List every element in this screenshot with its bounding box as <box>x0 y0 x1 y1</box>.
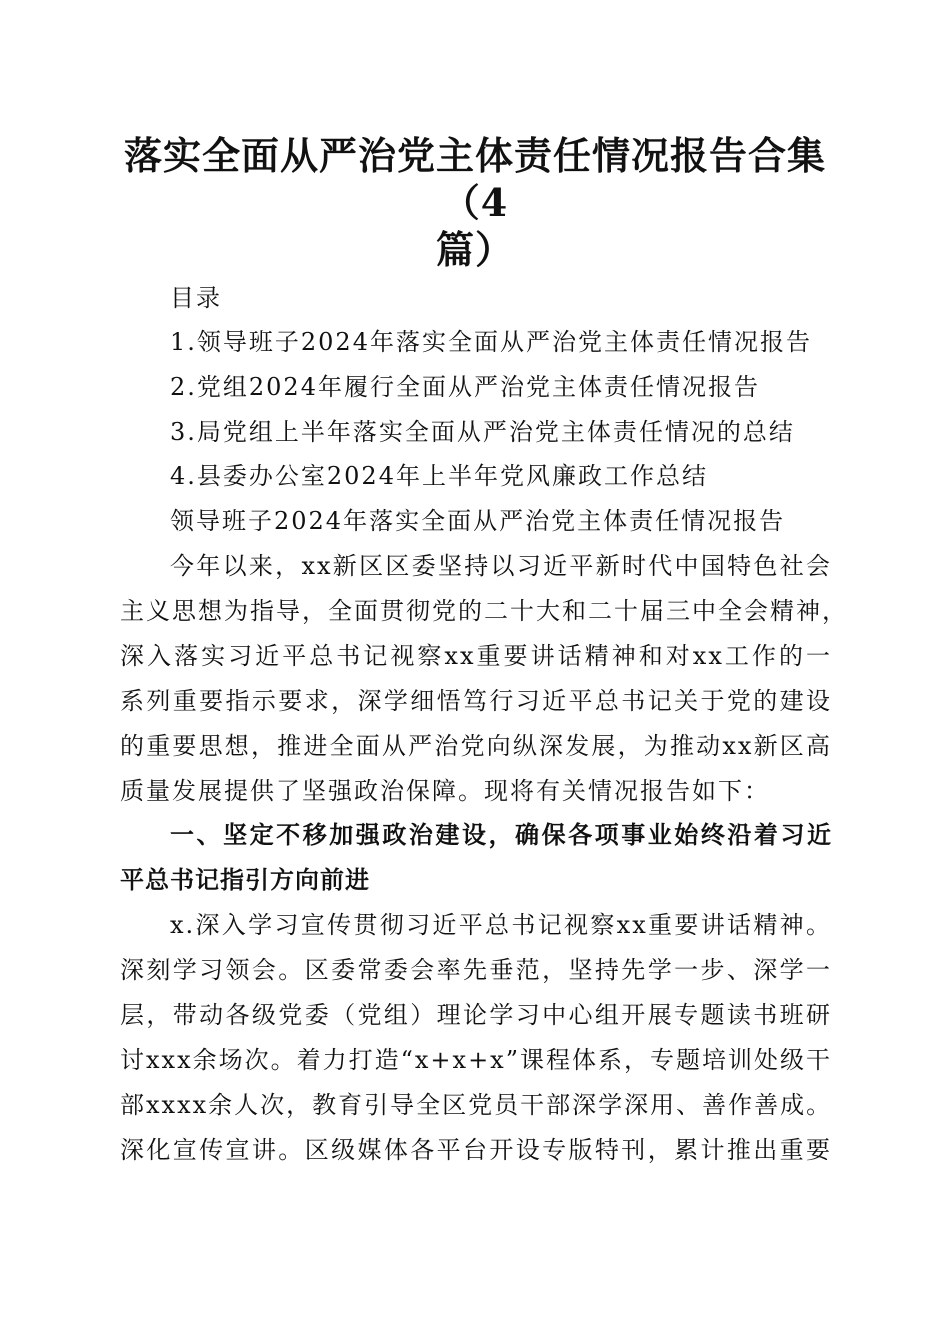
body-line-2: 深刻学习领会。区委常委会率先垂范，坚持先学一步、深学一 <box>120 956 832 984</box>
body-line-1: x.深入学习宣传贯彻习近平总书记视察xx重要讲话精神。 <box>170 911 832 939</box>
document-title-line-2: 篇） <box>435 227 514 272</box>
article-title: 领导班子2024年落实全面从严治党主体责任情况报告 <box>170 507 786 535</box>
section-heading-line-2: 平总书记指引方向前进 <box>120 866 370 894</box>
body-line-5: 部xxxx余人次，教育引导全区党员干部深学深用、善作善成。 <box>120 1091 833 1119</box>
intro-line-1: 今年以来，xx新区区委坚持以习近平新时代中国特色社会 <box>170 552 832 580</box>
intro-line-6: 质量发展提供了坚强政治保障。现将有关情况报告如下： <box>120 777 770 805</box>
document-title <box>110 132 840 273</box>
intro-line-4: 系列重要指示要求，深学细悟笃行习近平总书记关于党的建设 <box>120 687 832 715</box>
intro-line-3: 深入落实习近平总书记视察xx重要讲话精神和对xx工作的一 <box>120 642 832 670</box>
toc-item-4: 4.县委办公室2024年上半年党风廉政工作总结 <box>170 462 708 490</box>
intro-line-2: 主义思想为指导，全面贯彻党的二十大和二十届三中全会精神， <box>120 597 848 625</box>
body-line-6: 深化宣传宣讲。区级媒体各平台开设专版特刊，累计推出重要 <box>120 1136 832 1164</box>
toc-item-2: 2.党组2024年履行全面从严治党主体责任情况报告 <box>170 373 760 401</box>
body-line-4: 讨xxx余场次。着力打造“x+x+x”课程体系，专题培训处级干 <box>120 1046 832 1074</box>
toc-item-1: 1.领导班子2024年落实全面从严治党主体责任情况报告 <box>170 328 812 356</box>
body-line-3: 层，带动各级党委（党组）理论学习中心组开展专题读书班研 <box>120 1001 832 1029</box>
section-heading-line-1: 一、坚定不移加强政治建设，确保各项事业始终沿着习近 <box>170 821 832 849</box>
toc-heading: 目录 <box>170 284 222 312</box>
intro-line-5: 的重要思想，推进全面从严治党向纵深发展，为推动xx新区高 <box>120 732 832 760</box>
document-title-line-1: 落实全面从严治党主体责任情况报告合集（4 <box>123 133 826 225</box>
toc-item-3: 3.局党组上半年落实全面从严治党主体责任情况的总结 <box>170 418 795 446</box>
